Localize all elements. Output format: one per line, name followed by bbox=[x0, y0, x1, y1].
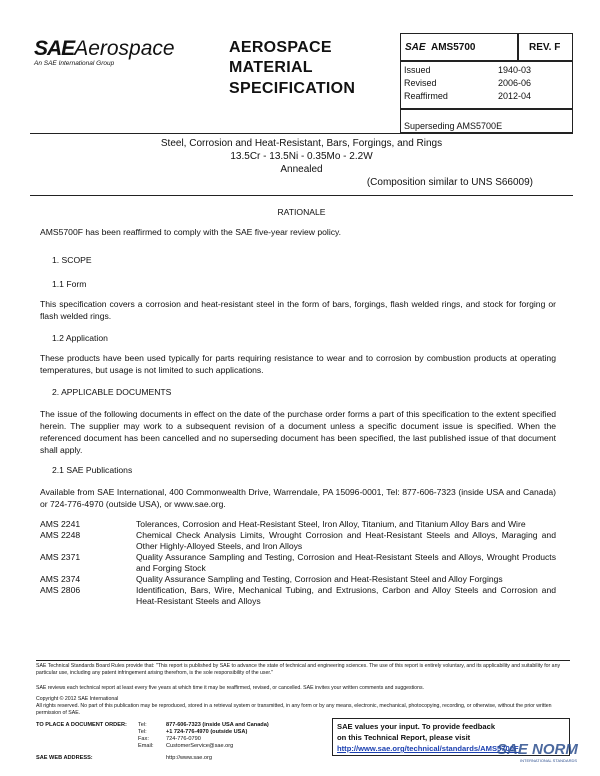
list-item bbox=[40, 574, 556, 585]
date-value: 2012-04 bbox=[497, 91, 531, 101]
contact-value: +1 724-776-4970 (outside USA) bbox=[166, 729, 248, 735]
document-title: Quality Assurance Sampling and Testing, Corrosion and Heat-Resistant Steels and Alloys, Wrought Products and Forging Stock bbox=[136, 552, 556, 573]
contact-value[interactable]: CustomerService@sae.org bbox=[166, 743, 234, 749]
logo-brand: SAE bbox=[34, 37, 75, 60]
web-address-label: SAE WEB ADDRESS: bbox=[36, 755, 93, 761]
form-text: This specification covers a corrosion and heat-resistant steel in the form of bars, forgings, flash welded rings, and stock for forging or flash welded rings. bbox=[40, 299, 556, 321]
document-title: Tolerances, Corrosion and Heat-Resistant Steel, Iron Alloy, Titanium, and Titanium Alloy Bars and Wire bbox=[136, 519, 526, 529]
revision-box bbox=[518, 33, 573, 61]
subject-divider bbox=[30, 195, 573, 196]
subject-composition: (Composition similar to UNS S66009) bbox=[366, 177, 533, 188]
feedback-line-1: SAE values your input. To provide feedback bbox=[337, 722, 496, 731]
spec-header bbox=[30, 33, 573, 133]
footer-notice-review: SAE reviews each technical report at least every five years at which time it may be reaffirmed, revised, or cancelled. SAE invites your written comments and suggestions. bbox=[36, 685, 424, 691]
document-id: AMS 2374 bbox=[40, 574, 81, 584]
date-value: 2006-06 bbox=[497, 78, 531, 88]
footer-copyright: Copyright © 2012 SAE International bbox=[36, 696, 119, 702]
sae-norm-watermark: SAE NORM bbox=[497, 741, 578, 758]
web-address-link[interactable]: http://www.sae.org bbox=[166, 755, 213, 761]
list-item bbox=[40, 585, 556, 607]
subject-line-2: 13.5Cr - 13.5Ni - 0.35Mo - 2.2W bbox=[230, 151, 373, 162]
feedback-line-2: on this Technical Report, please visit bbox=[337, 733, 471, 742]
subject-line-3: Annealed bbox=[280, 164, 323, 175]
document-title: Identification, Bars, Wire, Mechanical Tubing, and Extrusions, Carbon and Alloy Steels and Corrosion and Heat-Resistant Steels and Alloys bbox=[136, 585, 556, 606]
application-text: These products have been used typically for parts requiring resistance to wear and to corrosion by combustion products at operating temperatures, but usage is not limited to such applications. bbox=[40, 353, 556, 375]
referenced-documents-list bbox=[40, 519, 556, 607]
superseding-text: Superseding AMS5700E bbox=[404, 121, 503, 131]
contact-key: Tel: bbox=[138, 722, 147, 728]
contact-value: 877-606-7323 (inside USA and Canada) bbox=[166, 722, 269, 728]
doc-number: AMS5700 bbox=[431, 42, 476, 53]
contact-value: 724-776-0790 bbox=[166, 736, 201, 742]
section-applicable-documents: 2. APPLICABLE DOCUMENTS bbox=[52, 387, 172, 397]
list-item bbox=[40, 519, 556, 530]
superseding-box bbox=[400, 109, 573, 133]
section-scope: 1. SCOPE bbox=[52, 255, 92, 265]
footer-rights: All rights reserved. No part of this publication may be reproduced, stored in a retrieval system or transmitted, in any form or by any means, electronic, mechanical, photocopying, recording, or otherwise, without the prior written permission of SAE. bbox=[36, 703, 552, 716]
doc-brand: SAE bbox=[405, 42, 426, 53]
list-item bbox=[40, 530, 556, 552]
date-label: Revised bbox=[404, 78, 437, 88]
doc-number-box bbox=[400, 33, 518, 61]
revision-label: REV. F bbox=[529, 42, 561, 53]
document-title: Quality Assurance Sampling and Testing, Corrosion and Heat-Resistant Steel and Alloy Forgings bbox=[136, 574, 503, 584]
sae-publications-text: Available from SAE International, 400 Commonwealth Drive, Warrendale, PA 15096-0001, Tel: 877-606-7323 (inside USA and Canada) or 724-776-4970 (outside USA), or www.sae.org. bbox=[40, 487, 556, 509]
section-form: 1.1 Form bbox=[52, 279, 87, 289]
logo-tagline: An SAE International Group bbox=[34, 60, 115, 67]
contact-key: Email: bbox=[138, 743, 154, 749]
title-line-1: AEROSPACE bbox=[229, 39, 332, 56]
title-line-3: SPECIFICATION bbox=[229, 80, 356, 97]
date-label: Reaffirmed bbox=[404, 91, 448, 101]
document-id: AMS 2371 bbox=[40, 552, 81, 562]
sae-aerospace-logo bbox=[34, 37, 175, 61]
footer-notice-rules: SAE Technical Standards Board Rules provide that: "This report is published by SAE to advance the state of technical and engineering sciences. The use of this report is entirely voluntary, and its applicability and suitability for any particular use, including any patent infringement arising therefrom, is the sole responsibility of the user." bbox=[36, 663, 561, 676]
rationale-heading: RATIONALE bbox=[277, 207, 326, 217]
footer-divider bbox=[36, 660, 570, 661]
document-title: Chemical Check Analysis Limits, Wrought Corrosion and Heat-Resistant Steels and Alloys, Maraging and Other Highly-Alloyed Steels, and Iron Alloys bbox=[136, 530, 556, 551]
title-line-2: MATERIAL bbox=[229, 59, 313, 76]
order-label: TO PLACE A DOCUMENT ORDER: bbox=[36, 722, 127, 728]
list-item bbox=[40, 552, 556, 574]
document-id: AMS 2248 bbox=[40, 530, 81, 540]
subject-line-1: Steel, Corrosion and Heat-Resistant, Bars, Forgings, and Rings bbox=[160, 138, 443, 149]
section-sae-publications: 2.1 SAE Publications bbox=[52, 465, 133, 475]
title-block bbox=[223, 33, 400, 133]
document-id: AMS 2806 bbox=[40, 585, 81, 595]
feedback-link[interactable]: http://www.sae.org/technical/standards/AMS5700F bbox=[337, 744, 519, 753]
applicable-documents-text: The issue of the following documents in effect on the date of the purchase order forms a part of this specification to the extent specified herein. The supplier may work to a subsequent revision of a document unless a specific document issue is specified. When the referenced document has been cancelled and no superseding document has been specified, the last published issue of that document shall apply. bbox=[40, 409, 556, 455]
contact-key: Fax: bbox=[138, 736, 149, 742]
contact-key: Tel: bbox=[138, 729, 147, 735]
watermark-subtitle: INTERNATIONAL STANDARDS bbox=[520, 758, 578, 763]
logo-word: Aerospace bbox=[74, 37, 175, 60]
section-application: 1.2 Application bbox=[52, 333, 108, 343]
header-divider bbox=[30, 133, 573, 134]
document-id: AMS 2241 bbox=[40, 519, 81, 529]
subject-composition-row bbox=[30, 177, 573, 191]
rationale-text: AMS5700F has been reaffirmed to comply with the SAE five-year review policy. bbox=[40, 227, 342, 237]
date-value: 1940-03 bbox=[497, 65, 531, 75]
dates-box bbox=[400, 61, 573, 109]
order-contacts bbox=[36, 722, 326, 762]
logo-block bbox=[30, 33, 223, 133]
date-label: Issued bbox=[404, 65, 431, 75]
